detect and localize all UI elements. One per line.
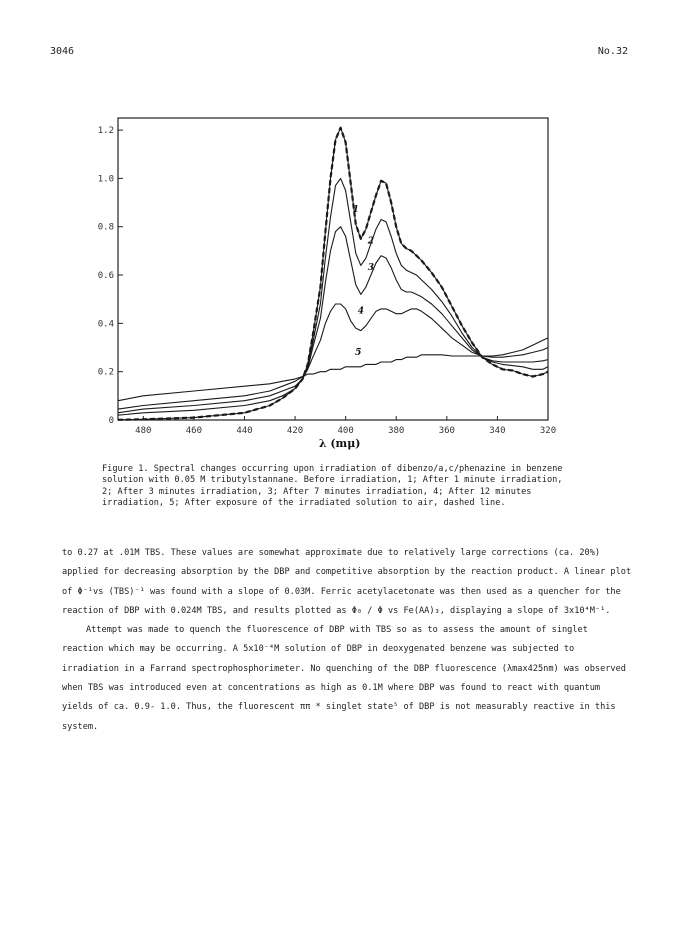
paragraph-1: to 0.27 at .01M TBS. These values are somewhat approximate due to relatively large corrections (ca. 20%) applied for decreasing absorption by the DBP and competitive absorption by the reaction product. A linear plot of Φ⁻¹vs (TBS)⁻¹ was found with a slope of 0.03M. Ferric acetylacetonate was then used as a quencher for the reaction of DBP with 0.024M TBS, and results plotted as Φ₀ / Φ vs Fe(AA)₃, displaying a slope of 3x10⁴M⁻¹. <box>62 548 632 616</box>
x-tick-label-2: 440 <box>236 426 253 436</box>
x-tick-label-8: 320 <box>539 426 557 436</box>
paragraph-2: Attempt was made to quench the fluorescence of DBP with TBS so as to assess the amount of singlet reaction which may be occurring. A 5x10⁻⁴M solution of DBP in deoxygenated benzene was subjected to irradiation in a Farrand spectrophosphorimeter. No quenching of the DBP fluorescence (λmax425nm) was observed when TBS was introduced even at concentrations as high as 0.1M where DBP was found to react with quantum yields of ca. 0.9- 1.0. Thus, the fluorescent ππ * singlet state⁵ of DBP is not measurably reactive in this system. <box>62 625 626 732</box>
y-tick-label-4: 0.8 <box>97 222 114 233</box>
chart-labels <box>353 205 374 358</box>
series-line-1 <box>118 128 548 420</box>
curve-label-2: 2 <box>367 236 375 247</box>
curve-label-1: 1 <box>352 205 359 216</box>
chart-curves <box>118 128 548 420</box>
x-tick-label-7: 340 <box>489 426 506 436</box>
series-dashed-line <box>118 128 548 420</box>
x-tick-label-1: 460 <box>185 426 203 436</box>
x-tick-label-5: 380 <box>388 426 405 436</box>
absorption-spectrum-chart <box>90 100 570 460</box>
issue-number: No.32 <box>597 46 628 57</box>
x-tick-label-4: 400 <box>337 426 354 436</box>
y-tick-label-5: 1.0 <box>97 174 114 185</box>
figure-caption: Figure 1. Spectral changes occurring upon irradiation of dibenzo/a,c/phenazine in benzene solution with 0.05 M tributylstannane. Before irradiation, 1; After 1 minute irradiation, 2; After 3 minutes irradiation, 3; After 7 minutes irradiation, 4; After 12 minutes irradiation, 5; After exposure of the irradiated solution to air, dashed line. <box>102 464 563 508</box>
page-number: 3046 <box>50 46 75 57</box>
x-tick-label-0: 480 <box>135 426 152 436</box>
curve-label-5: 5 <box>355 347 362 358</box>
body-text <box>62 544 632 737</box>
y-tick-label-2: 0.4 <box>97 319 114 330</box>
y-tick-label-0: 0 <box>108 416 114 426</box>
y-tick-label-1: 0.2 <box>97 367 114 378</box>
x-tick-label-3: 420 <box>286 426 304 436</box>
series-line-5 <box>118 338 548 401</box>
x-tick-label-6: 360 <box>438 426 455 436</box>
curve-label-3: 3 <box>367 263 375 274</box>
chart-axes <box>98 118 556 450</box>
y-tick-label-3: 0.6 <box>97 271 114 282</box>
curve-label-4: 4 <box>357 306 364 317</box>
y-tick-label-6: 1.2 <box>97 126 114 137</box>
series-line-2 <box>118 178 548 415</box>
series-line-3 <box>118 227 548 413</box>
x-axis-title: λ (mμ) <box>318 437 361 450</box>
